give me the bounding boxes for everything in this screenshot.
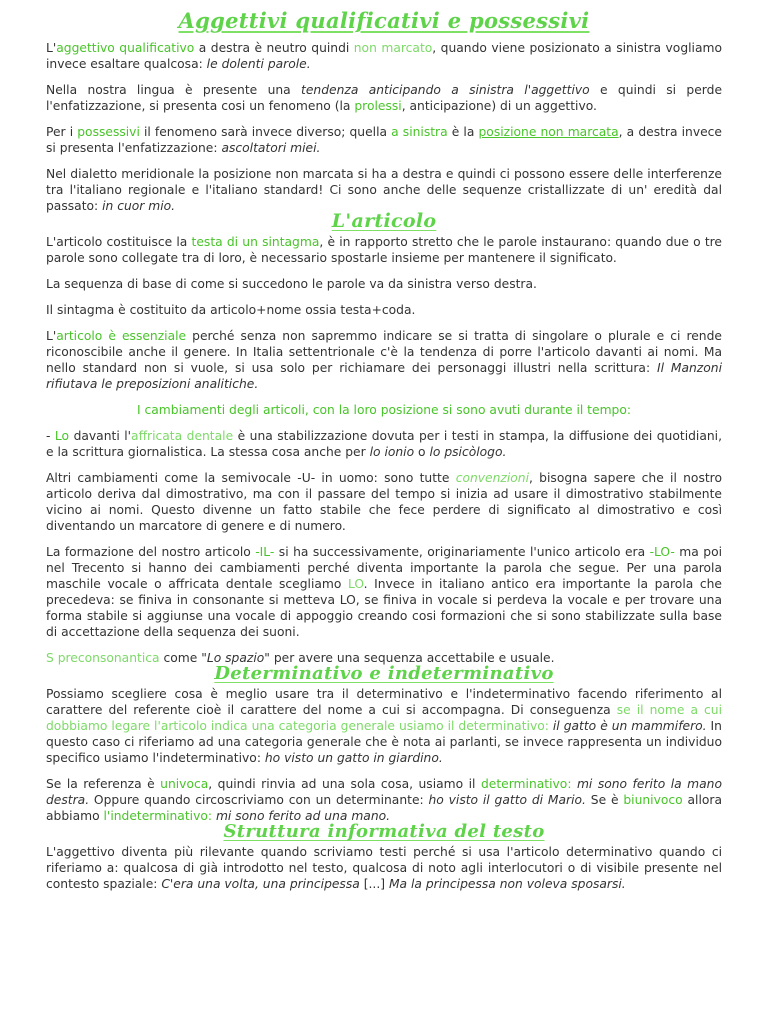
highlight-term: se il nome a cui dobbiamo legare l'articolo indica una categoria generale usiamo il determinativo: [46,703,722,733]
text: L'aggettivo diventa più rilevante quando scriviamo testi perché si usa l'articolo determinativo quando ci riferiamo a: qualcosa di già introdotto nel testo, qualcosa di noto agli interlocutori o di visibile presente nel contesto spaziale: [46,845,722,891]
text: . Invece in italiano antico era importante la parola che precedeva: se finiva in consonante si metteva LO, se finiva in vocale si perdeva la vocale e per trovare una forma stabile si aggiunse una vocale di appoggio creando cosi formazioni che si sono stabilizzate sulla base di accettazione della sequenza dei suoni. [46,577,722,639]
example: mi sono ferito ad una mano. [215,809,391,823]
example: il gatto è un mammifero. [552,719,707,733]
text: è la [447,125,479,139]
paragraph-scelta-articolo [46,686,722,766]
paragraph-articolo-essenziale [46,328,722,392]
highlight-term: testa di un sintagma [191,235,320,249]
paragraph-possessivi [46,124,722,156]
heading-determinativo: Determinativo e indeterminativo [214,663,554,684]
text: , quindi rinvia ad una sola cosa, usiamo il [208,777,481,791]
highlight-term: possessivi [77,125,140,139]
text: , a destra invece si presenta l'enfatizzazione: [46,125,722,155]
highlight-term: non marcato [353,41,433,55]
text: Altri cambiamenti come la semivocale -U- in uomo: sono tutte [46,471,456,485]
paragraph-sintagma [46,234,722,266]
text: Oppure quando circoscriviamo con un determinante: [89,793,429,807]
highlight-term: univoca [160,777,209,791]
text: Se è [585,793,624,807]
paragraph-prolessi [46,82,722,114]
text: L'articolo costituisce la [46,235,192,249]
highlight-term: S preconsonantica [46,651,160,665]
text: ma poi nel Trecento si hanno dei cambiamenti perché diventa importante la parola che segue. Per una parola maschile vocale o affricata dentale scegliamo [46,545,723,591]
text: perché senza non sapremmo indicare se si tratta di singolare o plurale e ci rende riconoscibile anche il genere. In Italia settentrionale c'è la tendenza di porre l'articolo davanti ai nomi. Ma nello standard non si vuole, si usa solo per richiamare dei personaggi illustri nella scrittura: [46,329,722,375]
example: Ma la principessa non voleva sposarsi. [388,877,626,891]
example: le dolenti parole. [206,57,311,71]
highlight-term: a sinistra [391,125,448,139]
text: La formazione del nostro articolo [46,545,256,559]
text: , anticipazione) di un aggettivo. [401,99,597,113]
highlight-term: convenzioni [455,471,530,485]
text: Se la referenza è [46,777,161,791]
text: come [159,651,202,665]
highlight-term: Lo [54,429,70,443]
highlight-term: biunivoco [623,793,683,807]
example: tendenza anticipando a sinistra l'aggettivo [301,83,590,97]
text: Nel dialetto meridionale la posizione non marcata si ha a destra e quindi ci possono essere delle interferenze tra l'italiano regionale e l'italiano standard! Ci sono anche delle sequenze cristallizzate di un' eredità dal passato: [46,167,722,213]
example: ho visto un gatto in giardino. [264,751,443,765]
highlight-term: -LO- [649,545,675,559]
paragraph-sequenza: La sequenza di base di come si succedono le parole va da sinistra verso destra. [46,277,537,291]
example: lo ionio [369,445,415,459]
highlight-term: -IL- [255,545,275,559]
text: è una stabilizzazione dovuta per i testi in stampa, la diffusione dei quotidiani, e la scrittura giornalistica. La stessa cosa anche per [46,429,722,459]
text: il fenomeno sarà invece diverso; quella [139,125,392,139]
example: Il Manzoni rifiutava le preposizioni analitiche. [46,361,722,391]
paragraph-convenzioni [46,470,722,534]
text: , bisogna sapere che il nostro articolo deriva dal dimostrativo, ma con il passare del tempo si inizia ad usare il dimostrativo stabilmente vicino ai nomi. Questo divenne un fatto stabile che fece perdere di significato al dimostrativo e così diventando un marcatore di genere e di numero. [46,471,722,533]
paragraph-struttura [46,844,722,892]
text: In questo caso ci riferiamo ad una categoria generale che è nota ai parlanti, se invece rappresenta un individuo specifico usiamo l'indeterminativo: [46,719,722,765]
highlight-term: articolo è essenziale [56,329,187,343]
heading-articolo: L'articolo [331,210,437,232]
text: a destra è neutro quindi [194,41,354,55]
text: si ha successivamente, originariamente l'unico articolo era [274,545,650,559]
text: , è in rapporto stretto che le parole instaurano: quando due o tre parole sono collegate tra di loro, è necessario spostarle insieme per mantenere il significato. [46,235,722,265]
highlight-term: l'indeterminativo: [103,809,213,823]
paragraph-referenza [46,776,722,824]
text: o [414,445,430,459]
text: e quindi si perde l'enfatizzazione, si presenta cosi un fenomeno (la [46,83,723,113]
paragraph-dialetto [46,166,722,214]
text: , quando viene posizionato a sinistra vogliamo invece esaltare qualcosa: [46,41,722,71]
example: mi sono ferito la mano destra. [46,777,722,807]
highlight-term: LO [348,577,364,591]
highlight-term: prolessi [354,99,402,113]
text: Per i [46,125,78,139]
heading-aggettivi: Aggettivi qualificativi e possessivi [178,8,590,33]
paragraph-aggettivo-qualificativo [46,40,722,72]
paragraph-testa-coda: Il sintagma è costituito da articolo+nome ossia testa+coda. [46,303,416,317]
example: in cuor mio. [102,199,176,213]
example: ho visto il gatto di Mario. [428,793,586,807]
example: C'era una volta, una principessa [161,877,360,891]
highlight-term: affricata dentale [131,429,234,443]
text: per avere una sequenza accettabile e usuale. [269,651,555,665]
example: lo psicòlogo. [429,445,507,459]
text: Nella nostra lingua è presente una [46,83,302,97]
text: allora abbiamo [46,793,722,823]
text: Possiamo scegliere cosa è meglio usare tra il determinativo e l'indeterminativo facendo riferimento al carattere del referente cioè il carattere del nome a cui si accompagna. Di conseguenza [46,687,722,717]
paragraph-formazione-il [46,544,722,640]
highlight-term: aggettivo qualificativo [56,41,195,55]
example: ascoltatori miei. [221,141,321,155]
highlight-term: determinativo: [480,777,572,791]
example: "Lo spazio" [201,651,270,665]
subheading-cambiamenti: I cambiamenti degli articoli, con la loro posizione si sono avuti durante il tempo: [136,403,632,417]
text: - [46,429,55,443]
text: davanti l' [69,429,132,443]
highlight-term: posizione non marcata [478,125,619,139]
text: L' [46,41,57,55]
paragraph-lo [46,428,722,460]
heading-struttura-informativa: Struttura informativa del testo [223,821,545,842]
text: [...] [359,877,389,891]
text: L' [46,329,57,343]
